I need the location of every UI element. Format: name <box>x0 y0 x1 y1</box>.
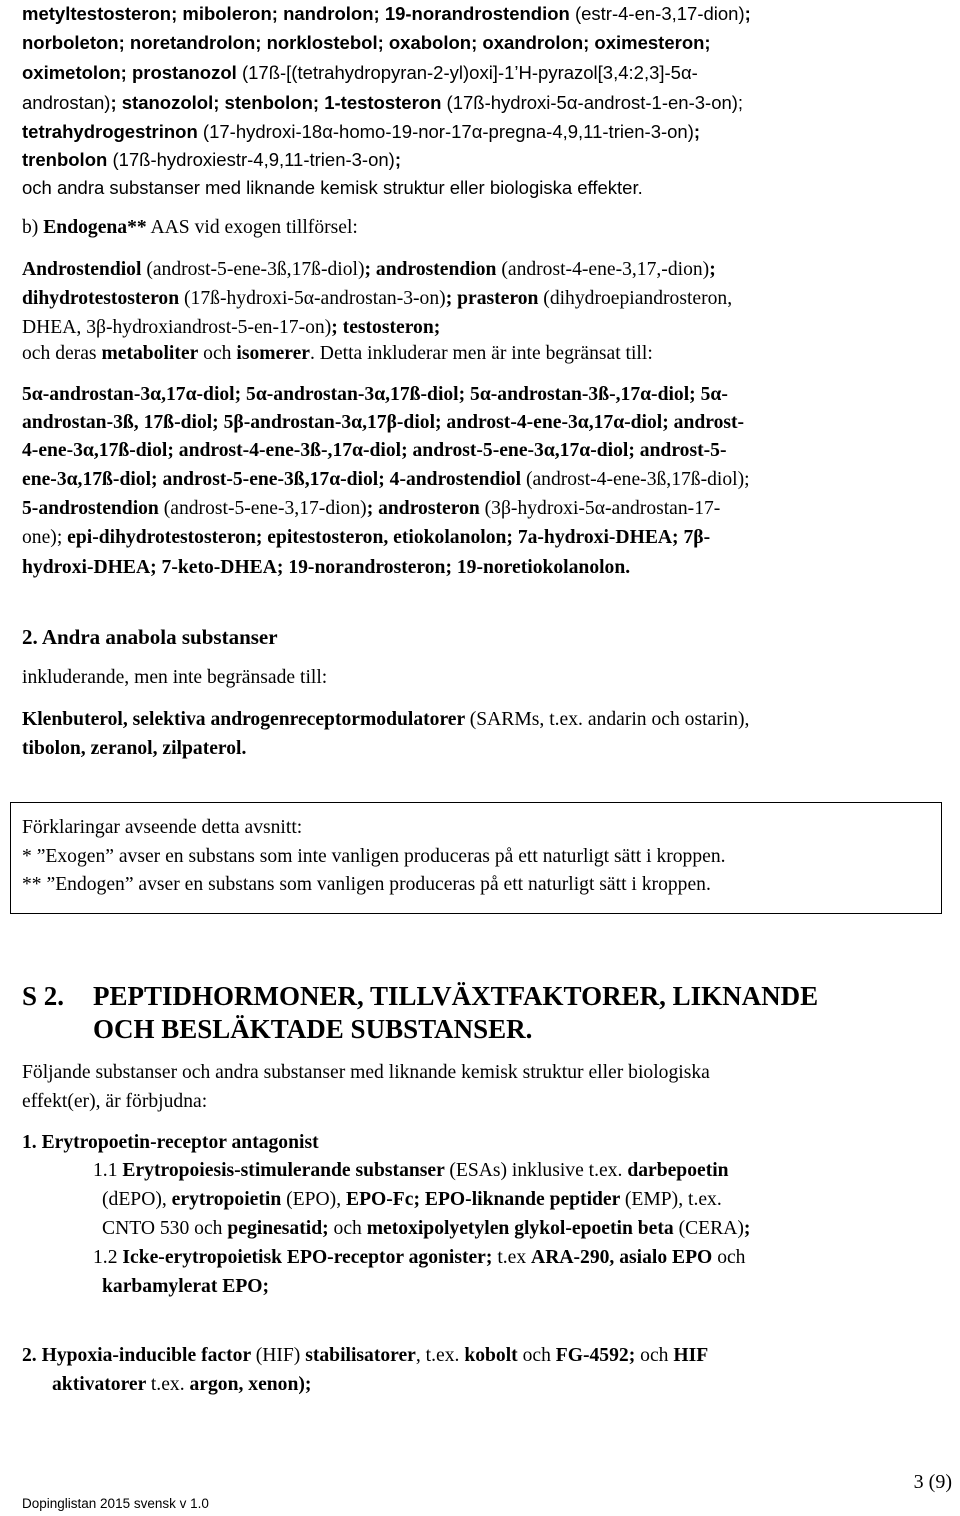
text-segment: och <box>522 1345 556 1366</box>
text-segment: oximetolon; prostanozol <box>22 62 242 83</box>
text-segment: och andra substanser med liknande kemisk struktur eller biologiska effekter. <box>22 177 643 198</box>
text-segment: (EPO), <box>286 1189 346 1210</box>
text-segment: Erytropoiesis-stimulerande substanser <box>122 1160 450 1181</box>
text-segment: och <box>717 1247 746 1268</box>
text-segment: androstan) <box>22 92 111 113</box>
anabolic-a-line-3 <box>22 59 698 87</box>
s2-title-line-1: PEPTIDHORMONER, TILLVÄXTFAKTORER, LIKNANDE <box>93 981 819 1011</box>
text-segment: (17ß-hydroxi-5α-androstan-3-on) <box>184 288 446 309</box>
text-segment: hydroxi-DHEA; 7-keto-DHEA; 19-norandrosteron; 19-noretiokolanolon. <box>22 557 631 578</box>
explanation-exogen: * ”Exogen” avser en substans som inte vanligen produceras på ett naturligt sätt i kroppen. <box>22 846 726 867</box>
text-segment: AAS <box>146 217 195 238</box>
explanation-endogen: ** ”Endogen” avser en substans som vanligen produceras på ett naturligt sätt i kroppen. <box>22 874 711 895</box>
text-segment: ; <box>693 121 701 142</box>
text-segment: kobolt <box>464 1345 523 1366</box>
text-segment: 4-ene-3α,17ß-diol; androst-4-ene-3ß-,17α-diol; androst-5-ene-3α,17α-diol; androst-5- <box>22 440 727 461</box>
text-segment: (3β-hydroxi-5α-androstan-17- <box>484 498 721 519</box>
text-segment: DHEA, 3β-hydroxiandrost-5-en-17-on) <box>22 317 332 338</box>
section-2-line-1 <box>22 706 749 734</box>
metabolite-list-line-4 <box>22 466 750 494</box>
s2-item-2-line-2 <box>52 1371 311 1399</box>
anabolic-a-line-1 <box>22 0 751 28</box>
text-segment: (estr-4-en-3,17-dion) <box>574 3 745 24</box>
s2-item-1-2-line-2 <box>102 1273 269 1301</box>
text-segment: och deras <box>22 343 102 364</box>
text-segment: (dEPO), <box>102 1189 172 1210</box>
text-segment: och <box>333 1218 367 1239</box>
text-segment: (HIF) <box>255 1345 306 1366</box>
text-segment: t.ex. <box>150 1374 190 1395</box>
s2-item-2-line-1 <box>22 1342 708 1370</box>
text-segment: vid exogen tillförsel: <box>194 217 358 238</box>
s2-item-1-1-line-1 <box>93 1157 729 1185</box>
text-segment: ; <box>709 259 716 280</box>
text-segment: (androst-4-ene-3ß,17ß-diol); <box>525 469 750 490</box>
text-segment: trenbolon <box>22 149 113 170</box>
text-segment: . Detta inkluderar men är inte begränsat till: <box>310 343 653 364</box>
text-segment: Klenbuterol, selektiva androgenreceptormodulatorer <box>22 709 470 730</box>
s2-intro-line-1: Följande substanser och andra substanser med liknande kemisk struktur eller biologiska <box>22 1062 710 1083</box>
text-segment: androstan-3ß, 17ß-diol; 5β-androstan-3α,17β-diol; androst-4-ene-3α,17α-diol; androst- <box>22 412 745 433</box>
text-segment: EPO-Fc; EPO-liknande peptider <box>346 1189 625 1210</box>
text-segment: karbamylerat EPO; <box>102 1276 270 1297</box>
text-segment: tibolon, zeranol, zilpaterol. <box>22 738 247 759</box>
text-segment: t.ex <box>497 1247 532 1268</box>
text-segment: FG-4592; <box>555 1345 641 1366</box>
footer-document-name: Dopinglistan 2015 svensk v 1.0 <box>22 1496 209 1511</box>
text-segment: b) <box>22 217 44 238</box>
text-segment: (17ß-hydroxiestr-4,9,11-trien-3-on) <box>112 149 395 170</box>
anabolic-b-line-4 <box>22 340 653 368</box>
text-segment: stabilisatorer <box>305 1345 416 1366</box>
section-2-heading: 2. Andra anabola substanser <box>22 625 278 649</box>
text-segment: epi-dihydrotestosteron; epitestosteron, etiokolanolon; 7a-hydroxi-DHEA; 7β- <box>67 527 711 548</box>
anabolic-b-line-3 <box>22 314 440 342</box>
text-segment: ; androstendion <box>364 259 502 280</box>
s2-item-1-2-line-1 <box>93 1244 745 1272</box>
text-segment: Icke-erytropoietisk EPO-receptor agonister; <box>122 1247 498 1268</box>
text-segment: tetrahydrogestrinon <box>22 121 203 142</box>
text-segment: (EMP), t.ex. <box>624 1189 722 1210</box>
text-segment: HIF <box>673 1345 709 1366</box>
text-segment: (dihydroepiandrosteron, <box>543 288 733 309</box>
text-segment: 5-androstendion <box>22 498 164 519</box>
text-segment: (ESAs) inklusive t.ex. <box>449 1160 628 1181</box>
text-segment: (17ß-hydroxi-5α-androst-1-en-3-on); <box>446 92 744 113</box>
section-2-intro: inkluderande, men inte begränsade till: <box>22 667 328 688</box>
anabolic-a-line-7 <box>22 174 643 202</box>
s2-number: S 2. <box>22 981 65 1011</box>
s2-intro-line-2: effekt(er), är förbjudna: <box>22 1091 208 1112</box>
section-2-line-2 <box>22 735 246 763</box>
text-segment: darbepoetin <box>627 1160 729 1181</box>
text-segment: CNTO 530 och <box>102 1218 228 1239</box>
text-segment: ; stanozolol; stenbolon; 1-testosteron <box>110 92 447 113</box>
anabolic-a-line-2 <box>22 29 711 57</box>
text-segment: 5α-androstan-3α,17α-diol; 5α-androstan-3α,17ß-diol; 5α-androstan-3ß-,17α-diol; 5α- <box>22 384 728 405</box>
text-segment: (17ß-[(tetrahydropyran-2-yl)oxi]-1’H-pyrazol[3,4:2,3]-5α- <box>241 62 698 83</box>
text-segment: ; testosteron; <box>331 317 441 338</box>
text-segment: ; <box>743 1218 751 1239</box>
text-segment: 2. Hypoxia-inducible factor <box>22 1345 256 1366</box>
metabolite-list-line-6 <box>22 524 710 552</box>
text-segment: ; androsteron <box>366 498 485 519</box>
text-segment: isomerer <box>236 343 310 364</box>
text-segment: och <box>640 1345 674 1366</box>
s2-item-1-1-line-2 <box>102 1186 722 1214</box>
text-segment: (androst-4-ene-3,17,-dion) <box>501 259 710 280</box>
metabolite-list-line-1 <box>22 381 728 409</box>
text-segment: dihydrotestosteron <box>22 288 185 309</box>
text-segment: erytropoietin <box>171 1189 287 1210</box>
text-segment: ; prasteron <box>445 288 544 309</box>
s2-item-1-1-line-3 <box>102 1215 750 1243</box>
anabolic-b-line-2 <box>22 285 732 313</box>
text-segment: 1.1 <box>93 1160 123 1181</box>
text-segment: one); <box>22 527 68 548</box>
text-segment: norboleton; noretandrolon; norklostebol; oxabolon; oxandrolon; oximesteron; <box>22 32 711 53</box>
text-segment: 1.2 <box>93 1247 123 1268</box>
text-segment: (androst-5-ene-3,17-dion) <box>163 498 367 519</box>
text-segment: (17-hydroxi-18α-homo-19-nor-17α-pregna-4,9,11-trien-3-on) <box>202 121 694 142</box>
text-segment: Endogena** <box>43 217 147 238</box>
s2-title-line-2: OCH BESLÄKTADE SUBSTANSER. <box>93 1014 533 1044</box>
metabolite-list-line-2 <box>22 409 744 437</box>
s2-item-1-heading: 1. Erytropoetin-receptor antagonist <box>22 1132 319 1153</box>
anabolic-b-line-1 <box>22 256 716 284</box>
text-segment: ; <box>394 149 402 170</box>
text-segment: (androst-5-ene-3ß,17ß-diol) <box>146 259 365 280</box>
anabolic-b-heading <box>22 214 358 242</box>
explanation-title: Förklaringar avseende detta avsnitt: <box>22 817 303 838</box>
text-segment: (SARMs, t.ex. andarin och ostarin), <box>469 709 750 730</box>
text-segment: ARA-290, asialo EPO <box>531 1247 718 1268</box>
text-segment: metaboliter <box>101 343 199 364</box>
text-segment: metoxipolyetylen glykol-epoetin beta <box>366 1218 679 1239</box>
anabolic-a-line-6 <box>22 146 401 174</box>
text-segment: och <box>198 343 237 364</box>
text-segment: argon, xenon); <box>189 1374 312 1395</box>
text-segment: (CERA) <box>678 1218 744 1239</box>
text-segment: ; <box>744 3 751 24</box>
anabolic-a-line-5 <box>22 118 700 146</box>
page-number: 3 (9) <box>913 1471 952 1493</box>
text-segment: ene-3α,17ß-diol; androst-5-ene-3ß,17α-diol; 4-androstendiol <box>22 469 526 490</box>
anabolic-a-line-4 <box>22 89 743 117</box>
text-segment: peginesatid; <box>227 1218 334 1239</box>
metabolite-list-line-3 <box>22 437 726 465</box>
text-segment: metyltestosteron; miboleron; nandrolon; 19-norandrostendion <box>22 3 575 24</box>
text-segment: , t.ex. <box>415 1345 465 1366</box>
metabolite-list-line-7 <box>22 554 630 582</box>
text-segment: aktivatorer <box>52 1374 151 1395</box>
text-segment: Androstendiol <box>22 259 147 280</box>
metabolite-list-line-5 <box>22 495 720 523</box>
